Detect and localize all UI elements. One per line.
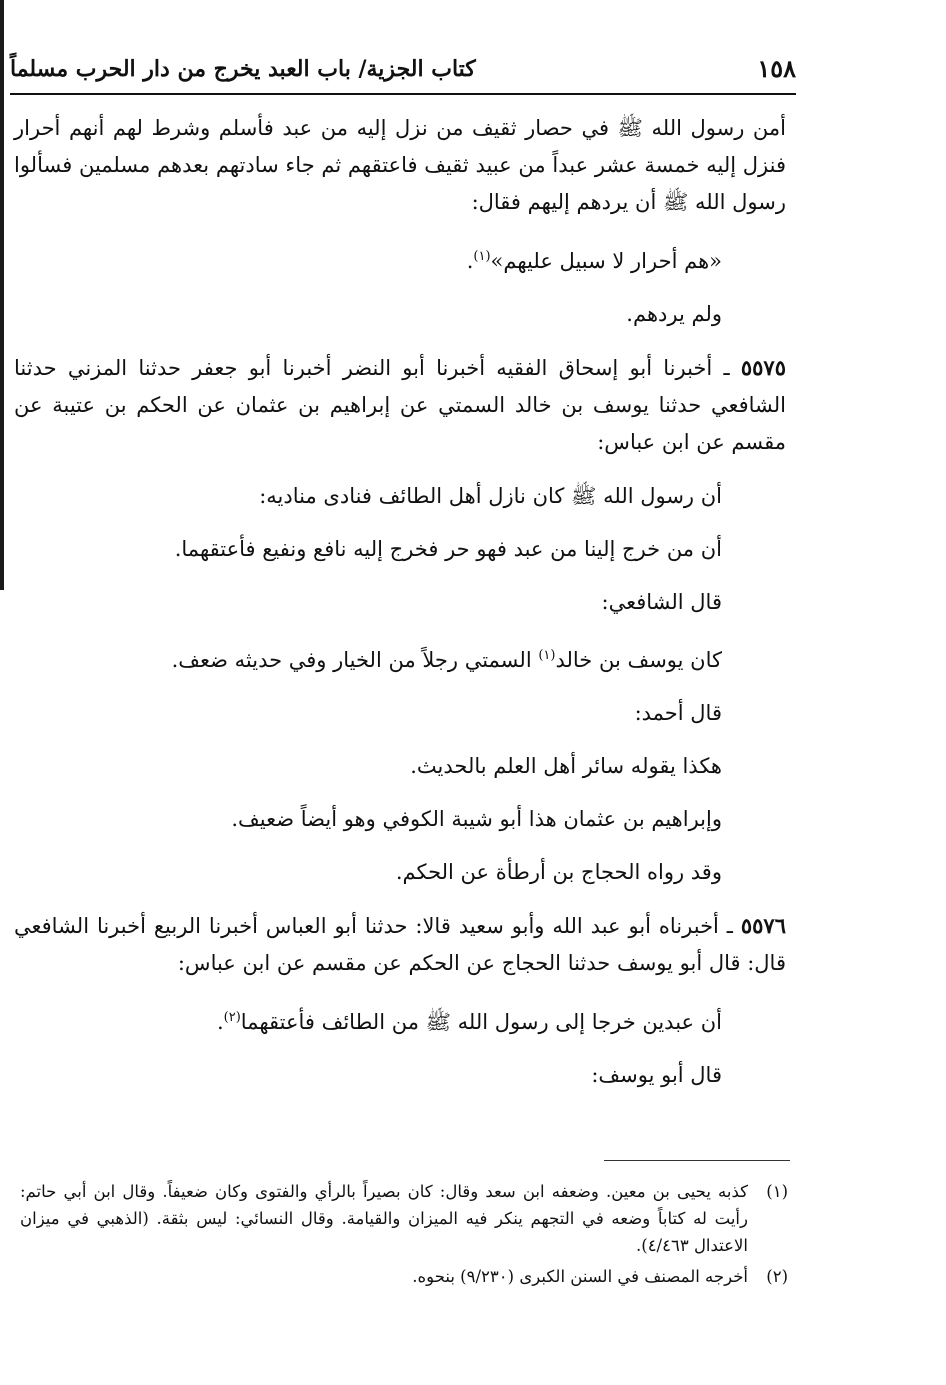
footnote-ref: (١) [538,648,556,663]
hadith-number: ٥٥٧٦ [740,913,786,938]
paragraph [14,584,786,621]
paragraph-text: هكذا يقوله سائر أهل العلم بالحديث. [410,754,722,778]
footnote-text: كذبه يحيى بن معين. وضعفه ابن سعد وقال: كان بصيراً بالرأي والفتوى وكان ضعيفاً. وقال ابن أبي حاتم: رأيت له كتاباً وضعه في التجهم ينكر فيه الميزان والقيامة. وقال النسائي: ليس بثقة. (الذهبي في ميزان الاعتدال ٤/٤٦٣). [20,1182,748,1255]
footnote-marker: (١) [766,1182,788,1201]
paragraph [14,801,786,838]
footnote-ref: (٢) [223,1010,241,1025]
footnote-ref: (١) [473,249,491,264]
paragraph [14,531,786,568]
paragraph-text: وإبراهيم بن عثمان هذا أبو شيبة الكوفي وهو أيضاً ضعيف. [231,807,722,831]
paragraph [14,748,786,785]
paragraph-text: وقد رواه الحجاج بن أرطأة عن الحكم. [395,860,722,884]
hadith-number: ٥٥٧٥ [740,355,786,380]
main-text [14,110,786,1110]
page-number: ١٥٨ [757,54,796,83]
hadith-5575: ٥٥٧٥ ـ أخبرنا أبو إسحاق الفقيه أخبرنا أبو النضر أخبرنا أبو جعفر حدثنا المزني حدثنا الشافعي حدثنا يوسف بن خالد السمتي عن إبراهيم بن عثمان عن الحكم بن عتيبة عن مقسم عن ابن عباس: [14,355,786,454]
paragraph-text: السمتي رجلاً من الخيار وفي حديثه ضعف. [171,648,532,672]
quoted-saying: «هم أحرار لا سبيل عليهم»$^{(١)}$. [466,249,722,273]
scan-edge-shadow [0,0,4,590]
header-rule [10,93,796,95]
page-header [10,52,796,92]
isnad-text: أخبرناه أبو عبد الله وأبو سعيد قالا: حدثنا أبو العباس أخبرنا الربيع أخبرنا الشافعي قال: قال أبو يوسف حدثنا الحجاج عن الحكم عن مقسم عن ابن عباس: [14,914,786,975]
paragraph [14,296,786,333]
paragraph [14,478,786,515]
paragraph-text: قال الشافعي: [601,590,722,614]
paragraph [14,854,786,891]
paragraph [14,110,786,221]
hadith-5576: ٥٥٧٦ ـ أخبرناه أبو عبد الله وأبو سعيد قالا: حدثنا أبو العباس أخبرنا الربيع أخبرنا الشافعي قال: قال أبو يوسف حدثنا الحجاج عن الحكم عن مقسم عن ابن عباس: [14,913,786,975]
paragraph [14,1057,786,1094]
paragraph-text: ولم يردهم. [626,302,722,326]
paragraph-text: أمن رسول الله ﷺ في حصار ثقيف من نزل إليه من عبد فأسلم وشرط لهم أنهم أحرار فنزل إليه خمسة عشر عبداً من عبيد ثقيف فاعتقهم ثم جاء سادتهم بعدهم مسلمين فسألوا رسول الله ﷺ أن يردهم إليهم فقال: [14,116,786,214]
paragraph [14,695,786,732]
footnote-marker: (٢) [766,1267,788,1286]
footnote-2 [20,1263,788,1290]
paragraph: أن عبدين خرجا إلى رسول الله ﷺ من الطائف فأعتقهما$^{(٢)}$. [216,1010,722,1034]
footnote-text: أخرجه المصنف في السنن الكبرى (٩/٢٣٠) بنحوه. [412,1267,748,1286]
paragraph-text: أن من خرج إلينا من عبد فهو حر فخرج إليه نافع ونفيع فأعتقهما. [174,537,722,561]
footnotes [20,1178,788,1294]
paragraph-text: أن رسول الله ﷺ كان نازل أهل الطائف فنادى مناديه: [259,484,722,508]
paragraph-text: أن عبدين خرجا إلى رسول الله ﷺ من الطائف فأعتقهما [240,1010,722,1034]
running-title: كتاب الجزية/ باب العبد يخرج من دار الحرب مسلماً [10,56,476,82]
paragraph-text: كان يوسف بن خالد [555,648,722,672]
footnote-separator [604,1160,790,1161]
paragraph-text: قال أحمد: [634,701,722,725]
paragraph [14,637,786,679]
isnad-text: أخبرنا أبو إسحاق الفقيه أخبرنا أبو النضر أخبرنا أبو جعفر حدثنا المزني حدثنا الشافعي حدثنا يوسف بن خالد السمتي عن إبراهيم بن عثمان عن الحكم بن عتيبة عن مقسم عن ابن عباس: [14,356,786,454]
paragraph-text: قال أبو يوسف: [591,1063,722,1087]
footnote-1 [20,1178,788,1259]
quote-text: «هم أحرار لا سبيل عليهم» [490,249,722,273]
